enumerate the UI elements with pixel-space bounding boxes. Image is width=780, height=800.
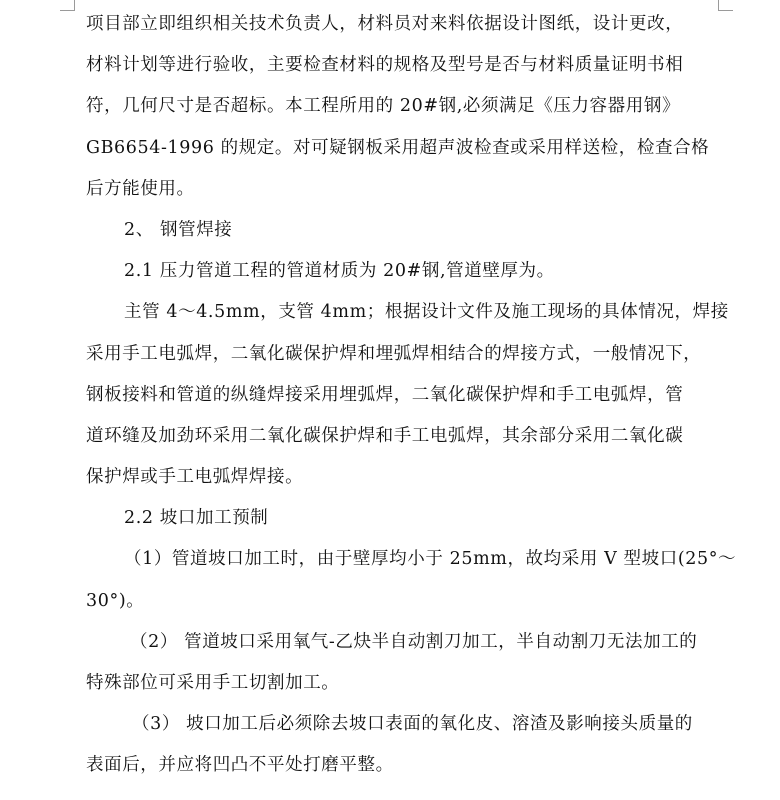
text-line: 30°)。 (86, 590, 145, 611)
text-line: （1）管道坡口加工时，由于壁厚均小于 25mm，故均采用 V 型坡口(25°～ (124, 549, 737, 570)
text-line: 表面后，并应将凹凸不平处打磨平整。 (86, 755, 394, 776)
paragraph-welding-method (86, 292, 729, 498)
list-item-1 (86, 539, 737, 621)
left-margin-corner-mark (60, 0, 75, 11)
text-line: GB6654-1996 的规定。对可疑钢板采用超声波检查或采用样送检，检查合格 (86, 137, 710, 158)
section-heading-groove-prefabrication: 2.2 坡口加工预制 (124, 508, 269, 529)
section-2-1-pipe-material: 2.1 压力管道工程的管道材质为 20#钢,管道壁厚为。 (124, 261, 555, 282)
text-line: 后方能使用。 (86, 178, 195, 199)
right-margin-corner-mark (718, 0, 733, 11)
text-line: 主管 4～4.5mm，支管 4mm；根据设计文件及施工现场的具体情况，焊接 (124, 302, 729, 323)
text-line: 采用手工电弧焊，二氧化碳保护焊和埋弧焊相结合的焊接方式，一般情况下， (86, 343, 702, 364)
document-body (86, 4, 737, 787)
text-line: （2） 管道坡口采用氧气-乙炔半自动割刀加工，半自动割刀无法加工的 (130, 631, 698, 652)
text-line: 钢板接料和管道的纵缝焊接采用埋弧焊，二氧化碳保护焊和手工电弧焊，管 (86, 384, 684, 405)
text-line: 道环缝及加劲环采用二氧化碳保护焊和手工电弧焊，其余部分采用二氧化碳 (86, 425, 684, 446)
section-heading-steel-pipe-welding: 2、 钢管焊接 (124, 219, 233, 240)
text-line: 项目部立即组织相关技术负责人，材料员对来料依据设计图纸，设计更改， (86, 14, 684, 34)
text-line: 材料计划等进行验收，主要检查材料的规格及型号是否与材料质量证明书相 (86, 55, 684, 76)
text-line: 保护焊或手工电弧焊焊接。 (86, 467, 304, 488)
paragraph-material-inspection (86, 4, 716, 210)
text-line: 符，几何尺寸是否超标。本工程所用的 20#钢,必须满足《压力容器用钢》 (86, 96, 681, 117)
list-item-2 (86, 622, 716, 704)
list-item-3 (86, 704, 716, 786)
text-line: （3） 坡口加工后必须除去坡口表面的氧化皮、溶渣及影响接头质量的 (132, 714, 693, 735)
text-line: 特殊部位可采用手工切割加工。 (86, 673, 340, 693)
